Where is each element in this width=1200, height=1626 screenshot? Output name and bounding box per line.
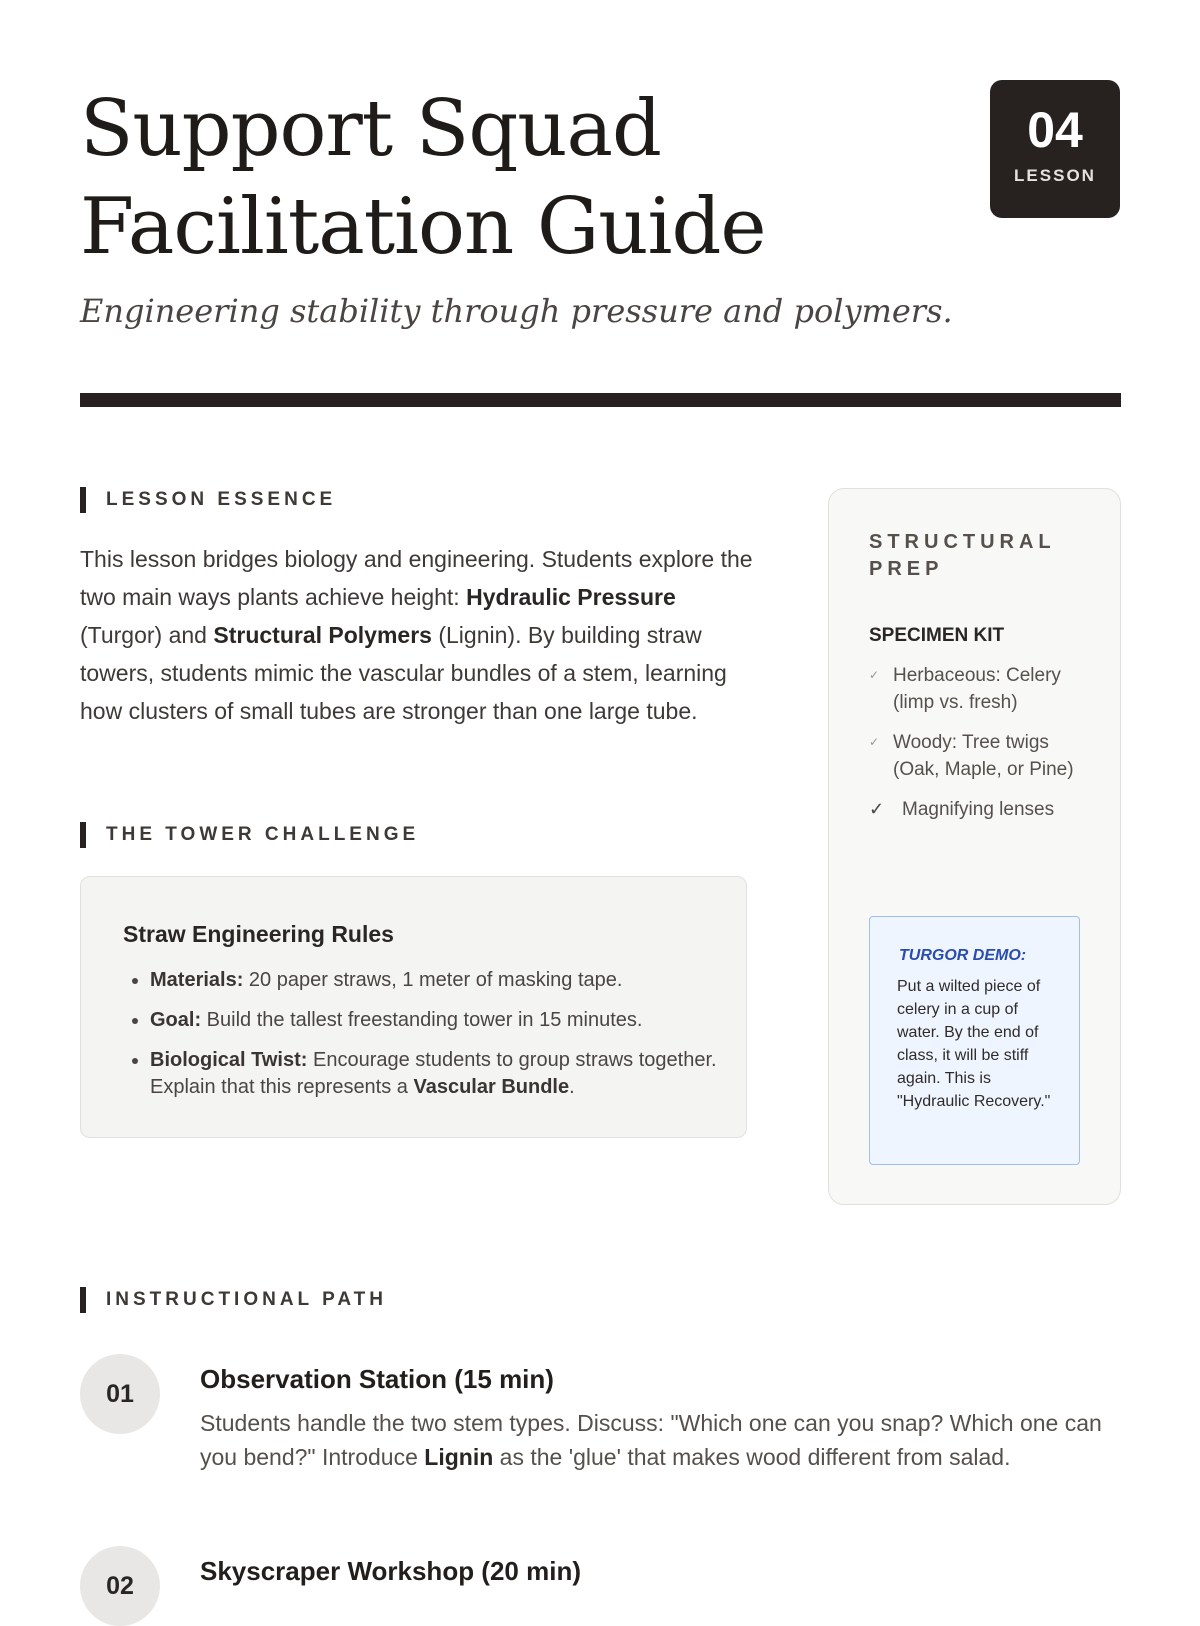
section-heading-path: INSTRUCTIONAL PATH bbox=[80, 1287, 387, 1313]
list-item: • Goal: Build the tallest freestanding tower in 15 minutes. bbox=[150, 1007, 730, 1034]
lignin-term: Lignin bbox=[424, 1444, 494, 1470]
lesson-label: LESSON bbox=[1014, 166, 1096, 185]
rules-list bbox=[123, 967, 730, 1114]
vascular-bundle-term: Vascular Bundle bbox=[413, 1076, 570, 1098]
demo-text: Put a wilted piece of celery in a cup of water. By the end of class, it will be stiff again. This is "Hydraulic Recovery." bbox=[897, 978, 1051, 1110]
step-description: Students handle the two stem types. Discuss: "Which one can you snap? Which one can you bend?" Introduce Lignin as the 'glue' that makes wood different from salad. bbox=[200, 1410, 1102, 1470]
page-subtitle: Engineering stability through pressure and polymers. bbox=[80, 292, 953, 330]
list-item: ✓ Woody: Tree twigs (Oak, Maple, or Pine) bbox=[869, 729, 1089, 783]
step-title: Skyscraper Workshop (20 min) bbox=[200, 1556, 581, 1586]
step-number-badge: 02 bbox=[80, 1546, 160, 1626]
rules-card bbox=[80, 876, 747, 1138]
lesson-badge bbox=[990, 80, 1120, 218]
header-divider bbox=[80, 393, 1121, 407]
step-title: Observation Station (15 min) bbox=[200, 1364, 554, 1394]
check-icon: ✓ bbox=[869, 799, 885, 819]
page-title bbox=[80, 80, 940, 276]
check-icon: ✓ bbox=[869, 668, 880, 682]
title-line-1: Support Squad bbox=[80, 84, 661, 174]
check-icon: ✓ bbox=[869, 735, 880, 749]
essence-paragraph: This lesson bridges biology and engineering. Students explore the two main ways plants achieve height: Hydraulic Pressure (Turgor) and Structural Polymers (Lignin). By building straw towers, students mimic the vascular bundles of a stem, learning how clusters of small tubes are stronger than one large tube. bbox=[80, 546, 753, 724]
specimen-kit-list bbox=[869, 662, 1089, 836]
title-line-2: Facilitation Guide bbox=[80, 182, 766, 272]
list-item: • Biological Twist: Encourage students to group straws together. Explain that this represents a Vascular Bundle. bbox=[150, 1047, 730, 1101]
list-item: ✓ Magnifying lenses bbox=[869, 796, 1089, 823]
list-item: ✓ Herbaceous: Celery (limp vs. fresh) bbox=[869, 662, 1089, 716]
rules-title: Straw Engineering Rules bbox=[123, 921, 394, 947]
hydraulic-pressure-term: Hydraulic Pressure bbox=[466, 584, 676, 610]
specimen-kit-heading: SPECIMEN KIT bbox=[869, 625, 1005, 646]
demo-title: TURGOR DEMO: bbox=[899, 947, 1027, 964]
sidebar-heading: STRUCTURAL PREP bbox=[869, 531, 1056, 580]
step-number-badge: 01 bbox=[80, 1354, 160, 1434]
structural-prep-sidebar bbox=[828, 488, 1121, 1205]
section-heading-challenge: THE TOWER CHALLENGE bbox=[80, 822, 419, 848]
section-heading-essence: LESSON ESSENCE bbox=[80, 487, 336, 513]
structural-polymers-term: Structural Polymers bbox=[213, 622, 432, 648]
turgor-demo-callout bbox=[869, 916, 1080, 1165]
list-item: • Materials: 20 paper straws, 1 meter of masking tape. bbox=[150, 967, 730, 994]
lesson-number: 04 bbox=[1027, 102, 1083, 158]
